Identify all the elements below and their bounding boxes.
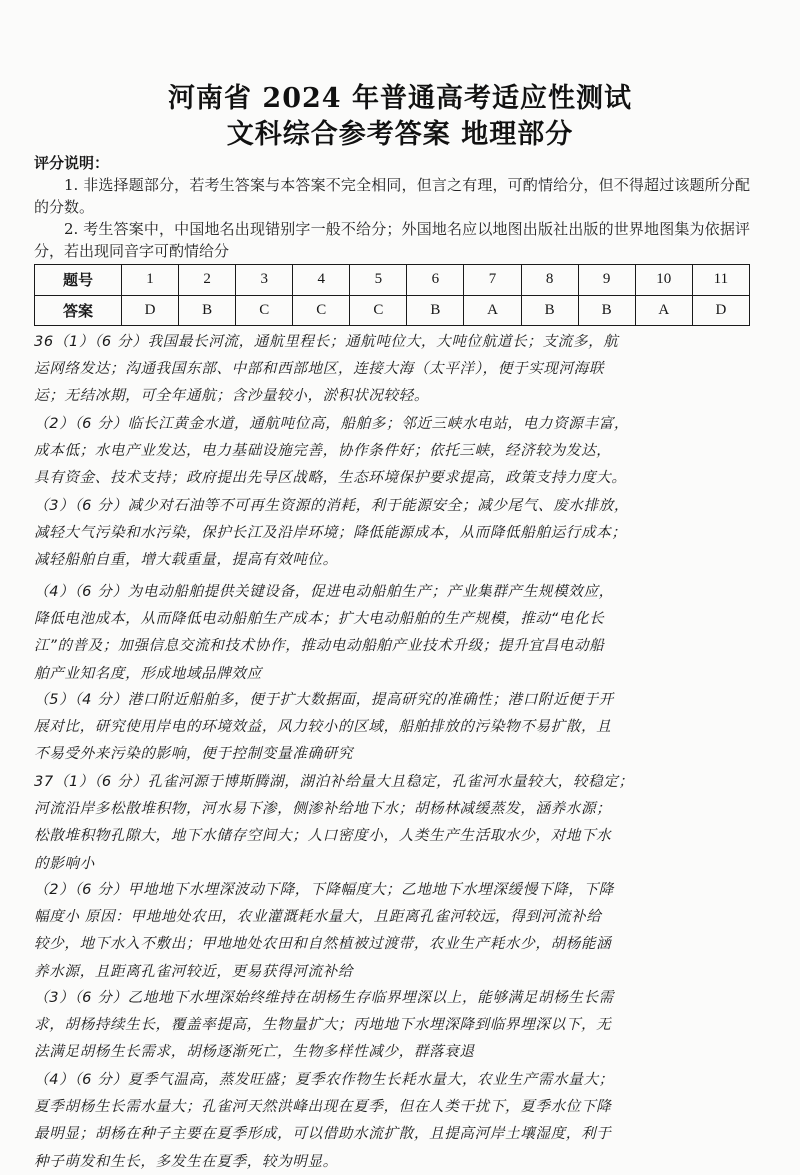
- answer-line: 养水源，且距离孔雀河较近，更易获得河流补给: [34, 962, 354, 980]
- answer-cell: C: [350, 295, 407, 326]
- answer-line: （5）（4 分）港口附近船舶多，便于扩大数据面，提高研究的准确性；港口附近便于开: [34, 691, 614, 708]
- answer-37-1: [34, 768, 750, 877]
- answer-36-4: [34, 578, 750, 687]
- answer-cell: B: [179, 295, 236, 326]
- answer-line: 种子萌发和生长，多发生在夏季，较为明显。: [34, 1152, 338, 1170]
- qnum-cell: 11: [692, 265, 749, 296]
- answer-line: 37（1）（6 分）孔雀河源于博斯腾湖，湖泊补给量大且稳定，孔雀河水量较大，较稳定；: [34, 773, 634, 790]
- answer-cell: C: [293, 295, 350, 326]
- answer-line: （3）（6 分）乙地地下水埋深始终维持在胡杨生存临界埋深以上，能够满足胡杨生长需: [34, 989, 614, 1006]
- answer-cell: B: [578, 295, 635, 326]
- answer-key-table: [34, 264, 750, 326]
- answer-line: 江”的普及；加强信息交流和技术协作，推动电动船舶产业技术升级；提升宜昌电动船: [34, 637, 605, 655]
- answer-line: 法满足胡杨生长需求，胡杨逐渐死亡，生物多样性减少，群落衰退: [34, 1043, 475, 1061]
- answer-line: （3）（6 分）减少对石油等不可再生资源的消耗，利于能源安全；减少尾气、废水排放，: [34, 497, 630, 514]
- row-label-answer: 答案: [35, 295, 122, 326]
- answer-line: 不易受外来污染的影响，便于控制变量准确研究: [34, 745, 354, 763]
- answer-36-3: [34, 492, 750, 574]
- answer-cell: B: [521, 295, 578, 326]
- qnum-cell: 2: [179, 265, 236, 296]
- answer-line: 成本低；水电产业发达，电力基础设施完善，协作条件好；依托三峡，经济较为发达，: [34, 442, 612, 460]
- answer-line: 减轻大气污染和水污染，保护长江及沿岸环境；降低能源成本，从而降低船舶运行成本；: [34, 524, 627, 542]
- answer-cell: A: [635, 295, 692, 326]
- answer-row: [35, 295, 750, 326]
- qnum-cell: 8: [521, 265, 578, 296]
- qnum-cell: 9: [578, 265, 635, 296]
- answer-line: 运；无结冰期，可全年通航；含沙量较小，淤积状况较轻。: [34, 387, 430, 405]
- scoring-note-1: 1. 非选择题部分，若考生答案与本答案不完全相同，但言之有理，可酌情给分，但不得超过该题所分配的分数。: [34, 176, 750, 216]
- answer-line: 最明显；胡杨在种子主要在夏季形成，可以借助水流扩散，且提高河岸土壤湿度，利于: [34, 1125, 612, 1143]
- scoring-note-2: 2. 考生答案中，中国地名出现错别字一般不给分；外国地名应以地图出版社出版的世界地图集为依据评分，若出现同音字可酌情给分: [34, 220, 750, 260]
- answer-line: 运网络发达；沟通我国东部、中部和西部地区，连接大海（太平洋），便于实现河海联: [34, 360, 605, 378]
- row-label-number: 题号: [35, 265, 122, 296]
- answer-line: 求，胡杨持续生长，覆盖率提高，生物量扩大；丙地地下水埋深降到临界埋深以下，无: [34, 1016, 612, 1034]
- qnum-cell: 6: [407, 265, 464, 296]
- qnum-cell: 10: [635, 265, 692, 296]
- answer-37-2: [34, 876, 750, 985]
- qnum-cell: 4: [293, 265, 350, 296]
- qnum-cell: 5: [350, 265, 407, 296]
- answer-line: 松散堆积物孔隙大，地下水储存空间大；人口密度小，人类生产生活取水少，对地下水: [34, 827, 612, 845]
- answer-cell: D: [122, 295, 179, 326]
- scoring-notes-heading: 评分说明：: [34, 154, 110, 172]
- answer-36-2: [34, 410, 750, 492]
- answer-line: 降低电池成本，从而降低电动船舶生产成本；扩大电动船舶的生产规模，推动“电化长: [34, 610, 605, 628]
- answer-line: （4）（6 分）为电动船舶提供关键设备，促进电动船舶生产；产业集群产生规模效应，: [34, 583, 614, 600]
- answer-36-5: [34, 686, 750, 768]
- answer-line: 36（1）（6 分）我国最长河流，通航里程长；通航吨位大，大吨位航道长；支流多，航: [34, 333, 619, 350]
- answer-line: 夏季胡杨生长需水量大；孔雀河天然洪峰出现在夏季，但在人类干扰下，夏季水位下降: [34, 1098, 612, 1116]
- answer-cell: D: [692, 295, 749, 326]
- answer-37-3: [34, 984, 750, 1066]
- answer-line: （4）（6 分）夏季气温高，蒸发旺盛；夏季农作物生长耗水量大，农业生产需水量大；: [34, 1071, 614, 1088]
- answer-line: 河流沿岸多松散堆积物，河水易下渗，侧渗补给地下水；胡杨林减缓蒸发，涵养水源；: [34, 800, 612, 818]
- answer-line: 减轻船舶自重，增大载重量，提高有效吨位。: [34, 551, 338, 569]
- page-title: 河南省 2024 年普通高考适应性测试: [168, 83, 632, 114]
- qnum-cell: 7: [464, 265, 521, 296]
- answer-cell: A: [464, 295, 521, 326]
- qnum-cell: 3: [236, 265, 293, 296]
- answer-line: 具有资金、技术支持；政府提出先导区战略，生态环境保护要求提高，政策支持力度大。: [34, 469, 627, 487]
- answer-line: （2）（6 分）甲地地下水埋深波动下降，下降幅度大；乙地地下水埋深缓慢下降，下降: [34, 881, 614, 898]
- answer-line: 幅度小 原因：甲地地处农田，农业灌溉耗水量大，且距离孔雀河较远，得到河流补给: [34, 908, 602, 926]
- answer-line: 较少，地下水入不敷出；甲地地处农田和自然植被过渡带，农业生产耗水少，胡杨能涵: [34, 935, 612, 953]
- qnum-cell: 1: [122, 265, 179, 296]
- question-number-row: [35, 265, 750, 296]
- answer-line: 的影响小: [34, 854, 95, 872]
- answer-37-4: [34, 1066, 750, 1170]
- answer-cell: C: [236, 295, 293, 326]
- page-subtitle: 文科综合参考答案 地理部分: [226, 119, 574, 150]
- answer-36-1: [34, 328, 750, 410]
- answer-line: 展对比，研究使用岸电的环境效益，风力较小的区域，船舶排放的污染物不易扩散，且: [34, 718, 612, 736]
- answer-line: 舶产业知名度，形成地域品牌效应: [34, 664, 262, 682]
- answer-cell: B: [407, 295, 464, 326]
- answer-line: （2）（6 分）临长江黄金水道，通航吨位高，船舶多；邻近三峡水电站，电力资源丰富，: [34, 415, 630, 432]
